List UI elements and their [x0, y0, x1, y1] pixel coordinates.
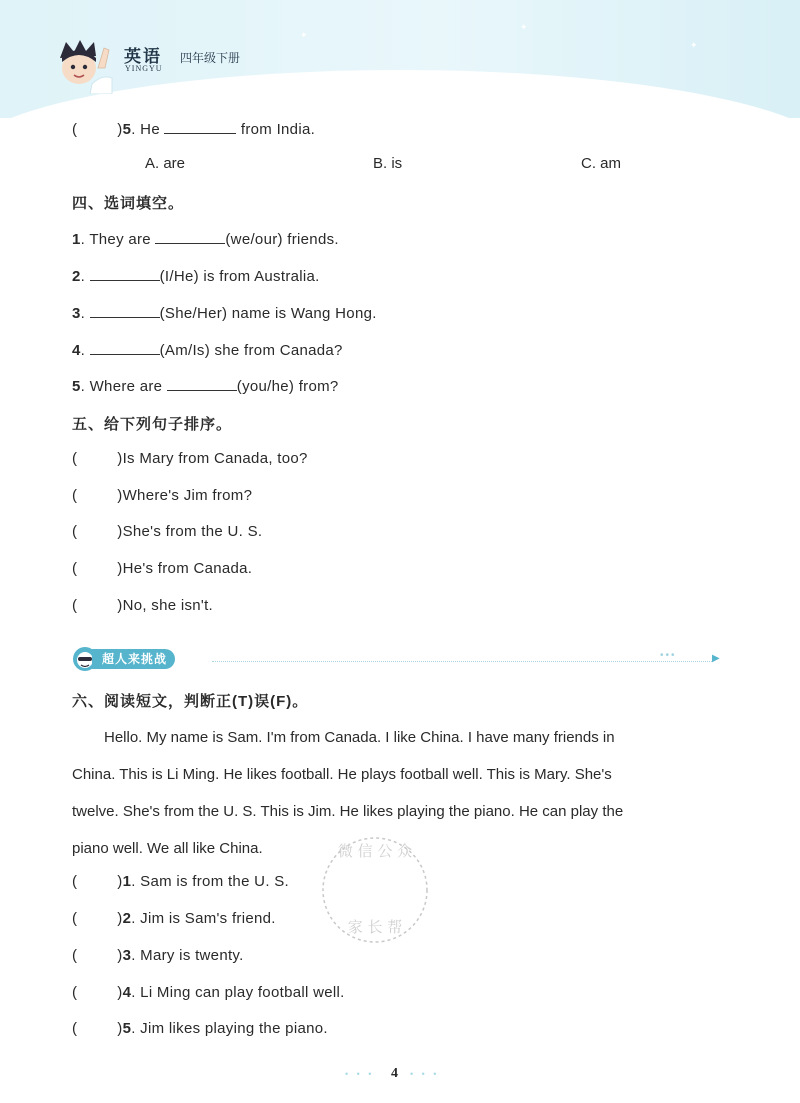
- reading-passage: Hello. My name is Sam. I'm from Canada. I like China. I have many friends in China. This is Li Ming. He likes football. He plays football well. This is Mary. She's twelve. She's from the U. S. This is Jim. He likes playing the piano. He can play the piano well. We all like China.: [72, 729, 624, 857]
- grade-label: 四年级下册: [180, 51, 241, 65]
- book-subtitle: YINGYU: [125, 64, 163, 73]
- option-b: B. is: [373, 155, 403, 172]
- order-item: ( )Where's Jim from?: [72, 487, 253, 504]
- answer-blank[interactable]: [90, 266, 160, 281]
- option-a: A. are: [145, 155, 186, 172]
- section-6-heading: 六、阅读短文，判断正(T)误(F)。: [72, 693, 309, 710]
- answer-blank[interactable]: [155, 229, 225, 244]
- snowflake-icon: ✦: [300, 30, 308, 40]
- mascot-boy-icon: [52, 38, 118, 94]
- challenge-divider: [212, 661, 712, 662]
- svg-text:家 长 帮: 家 长 帮: [347, 918, 403, 936]
- answer-blank[interactable]: [90, 303, 160, 318]
- order-item: ( )No, she isn't.: [72, 597, 214, 614]
- snowflake-icon: ✦: [690, 40, 698, 50]
- svg-text:微 信 公 众: 微 信 公 众: [337, 842, 413, 860]
- section-5-heading: 五、给下列句子排序。: [72, 416, 233, 433]
- judge-item-1: ( )1. Sam is from the U. S.: [72, 873, 290, 890]
- option-c: C. am: [581, 155, 622, 172]
- fill-item-4: 4. (Am/Is) she from Canada?: [72, 342, 343, 359]
- arrow-right-icon: ▶: [712, 653, 720, 664]
- judge-item-5: ( )5. Jim likes playing the piano.: [72, 1020, 328, 1037]
- question-3-5: ( )5. He from India.: [72, 121, 316, 138]
- answer-blank[interactable]: [164, 119, 236, 134]
- order-item: ( )Is Mary from Canada, too?: [72, 450, 308, 467]
- fill-item-2: 2. (I/He) is from Australia.: [72, 268, 320, 285]
- order-item: ( )He's from Canada.: [72, 560, 253, 577]
- fill-item-3: 3. (She/Her) name is Wang Hong.: [72, 305, 377, 322]
- judge-item-3: ( )3. Mary is twenty.: [72, 947, 244, 964]
- page-number: 4: [391, 1066, 398, 1081]
- challenge-label: 超人来挑战: [92, 649, 175, 669]
- book-title: 英语: [124, 47, 162, 66]
- judge-item-2: ( )2. Jim is Sam's friend.: [72, 910, 276, 927]
- fill-item-1: 1. They are (we/our) friends.: [72, 231, 339, 248]
- decorative-dots-icon: •••: [660, 650, 677, 661]
- order-item: ( )She's from the U. S.: [72, 523, 263, 540]
- judge-item-4: ( )4. Li Ming can play football well.: [72, 984, 345, 1001]
- answer-blank[interactable]: [90, 340, 160, 355]
- fill-item-5: 5. Where are (you/he) from?: [72, 378, 339, 395]
- answer-blank[interactable]: [167, 376, 237, 391]
- watermark-stamp: [305, 820, 445, 960]
- decorative-dots-icon: • • •: [410, 1069, 440, 1079]
- section-4-heading: 四、选词填空。: [72, 195, 185, 212]
- snowflake-icon: ✦: [520, 22, 528, 32]
- decorative-dots-icon: • • •: [345, 1069, 375, 1079]
